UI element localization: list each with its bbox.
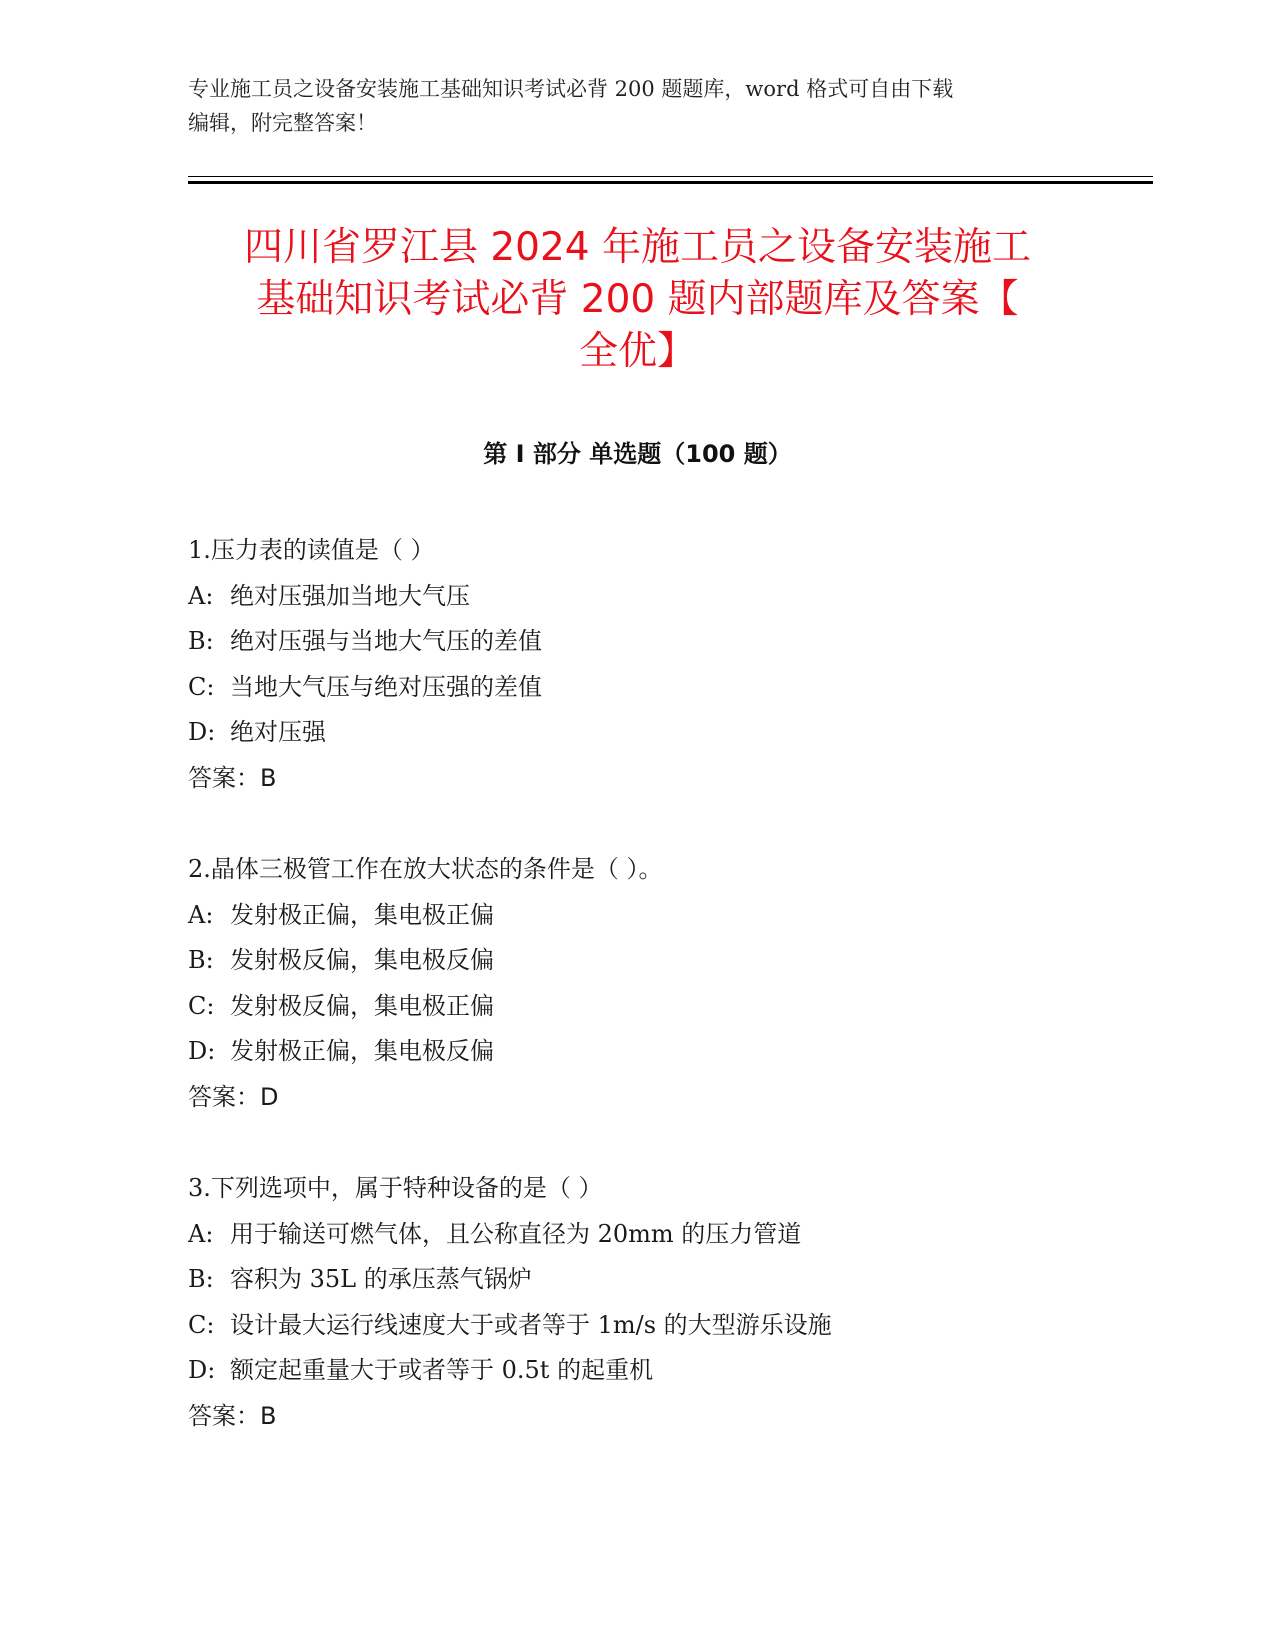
answer-line: 答案：B <box>188 763 277 792</box>
question-stem: 1.压力表的读值是（ ） <box>188 536 435 564</box>
option-key: A: <box>188 1219 214 1248</box>
option-text: 发射极正偏，集电极正偏 <box>230 900 494 929</box>
document-title <box>170 222 1105 378</box>
document-title-line-3: 全优】 <box>578 329 696 374</box>
option-key: A: <box>188 581 214 610</box>
option-c <box>188 665 1148 711</box>
option-text: 当地大气压与绝对压强的差值 <box>230 672 542 701</box>
option-text: 绝对压强与当地大气压的差值 <box>230 627 542 655</box>
option-key: D: <box>188 1356 216 1384</box>
option-key: D: <box>188 1037 216 1065</box>
question-item <box>188 847 1148 1120</box>
option-text: 设计最大运行线速度大于或者等于 1m/s 的大型游乐设施 <box>230 1310 832 1339</box>
question-list <box>188 528 1148 1485</box>
option-text: 发射极反偏，集电极反偏 <box>230 946 494 974</box>
header-divider-thick <box>188 181 1153 184</box>
option-b <box>188 938 1148 984</box>
option-key: B: <box>188 627 214 655</box>
document-title-line-2: 基础知识考试必背 200 题内部题库及答案【 <box>256 277 1019 322</box>
section-heading: 第 I 部分 单选题（100 题） <box>483 440 792 468</box>
answer-line: 答案：D <box>188 1082 279 1111</box>
option-key: B: <box>188 946 214 974</box>
option-a <box>188 1212 1148 1258</box>
option-key: C: <box>188 991 215 1020</box>
option-key: C: <box>188 1310 215 1339</box>
question-item <box>188 1166 1148 1439</box>
header-note <box>188 72 1088 140</box>
question-stem: 3.下列选项中，属于特种设备的是（ ） <box>188 1174 603 1202</box>
option-b <box>188 1257 1148 1303</box>
document-title-line-1: 四川省罗江县 2024 年施工员之设备安装施工 <box>243 225 1032 270</box>
option-a <box>188 893 1148 939</box>
option-text: 发射极反偏，集电极正偏 <box>230 991 494 1020</box>
option-a <box>188 574 1148 620</box>
option-key: D: <box>188 718 216 746</box>
option-text: 绝对压强加当地大气压 <box>230 581 470 610</box>
header-note-line-1: 专业施工员之设备安装施工基础知识考试必背 200 题题库，word 格式可自由下载 <box>188 77 954 101</box>
option-c <box>188 1303 1148 1349</box>
option-d <box>188 1029 1148 1075</box>
question-stem: 2.晶体三极管工作在放大状态的条件是（ ）。 <box>188 855 663 883</box>
option-d <box>188 710 1148 756</box>
header-note-line-2: 编辑，附完整答案！ <box>188 111 377 135</box>
option-text: 用于输送可燃气体，且公称直径为 20mm 的压力管道 <box>230 1219 802 1248</box>
header-divider-thin <box>188 176 1153 177</box>
option-key: C: <box>188 672 215 701</box>
option-text: 容积为 35L 的承压蒸气锅炉 <box>230 1265 532 1293</box>
option-c <box>188 984 1148 1030</box>
answer-line: 答案：B <box>188 1401 277 1430</box>
question-item <box>188 528 1148 801</box>
option-key: B: <box>188 1265 214 1293</box>
option-text: 额定起重量大于或者等于 0.5t 的起重机 <box>230 1356 654 1384</box>
option-d <box>188 1348 1148 1394</box>
option-key: A: <box>188 900 214 929</box>
option-text: 发射极正偏，集电极反偏 <box>230 1037 494 1065</box>
option-text: 绝对压强 <box>230 718 326 746</box>
option-b <box>188 619 1148 665</box>
